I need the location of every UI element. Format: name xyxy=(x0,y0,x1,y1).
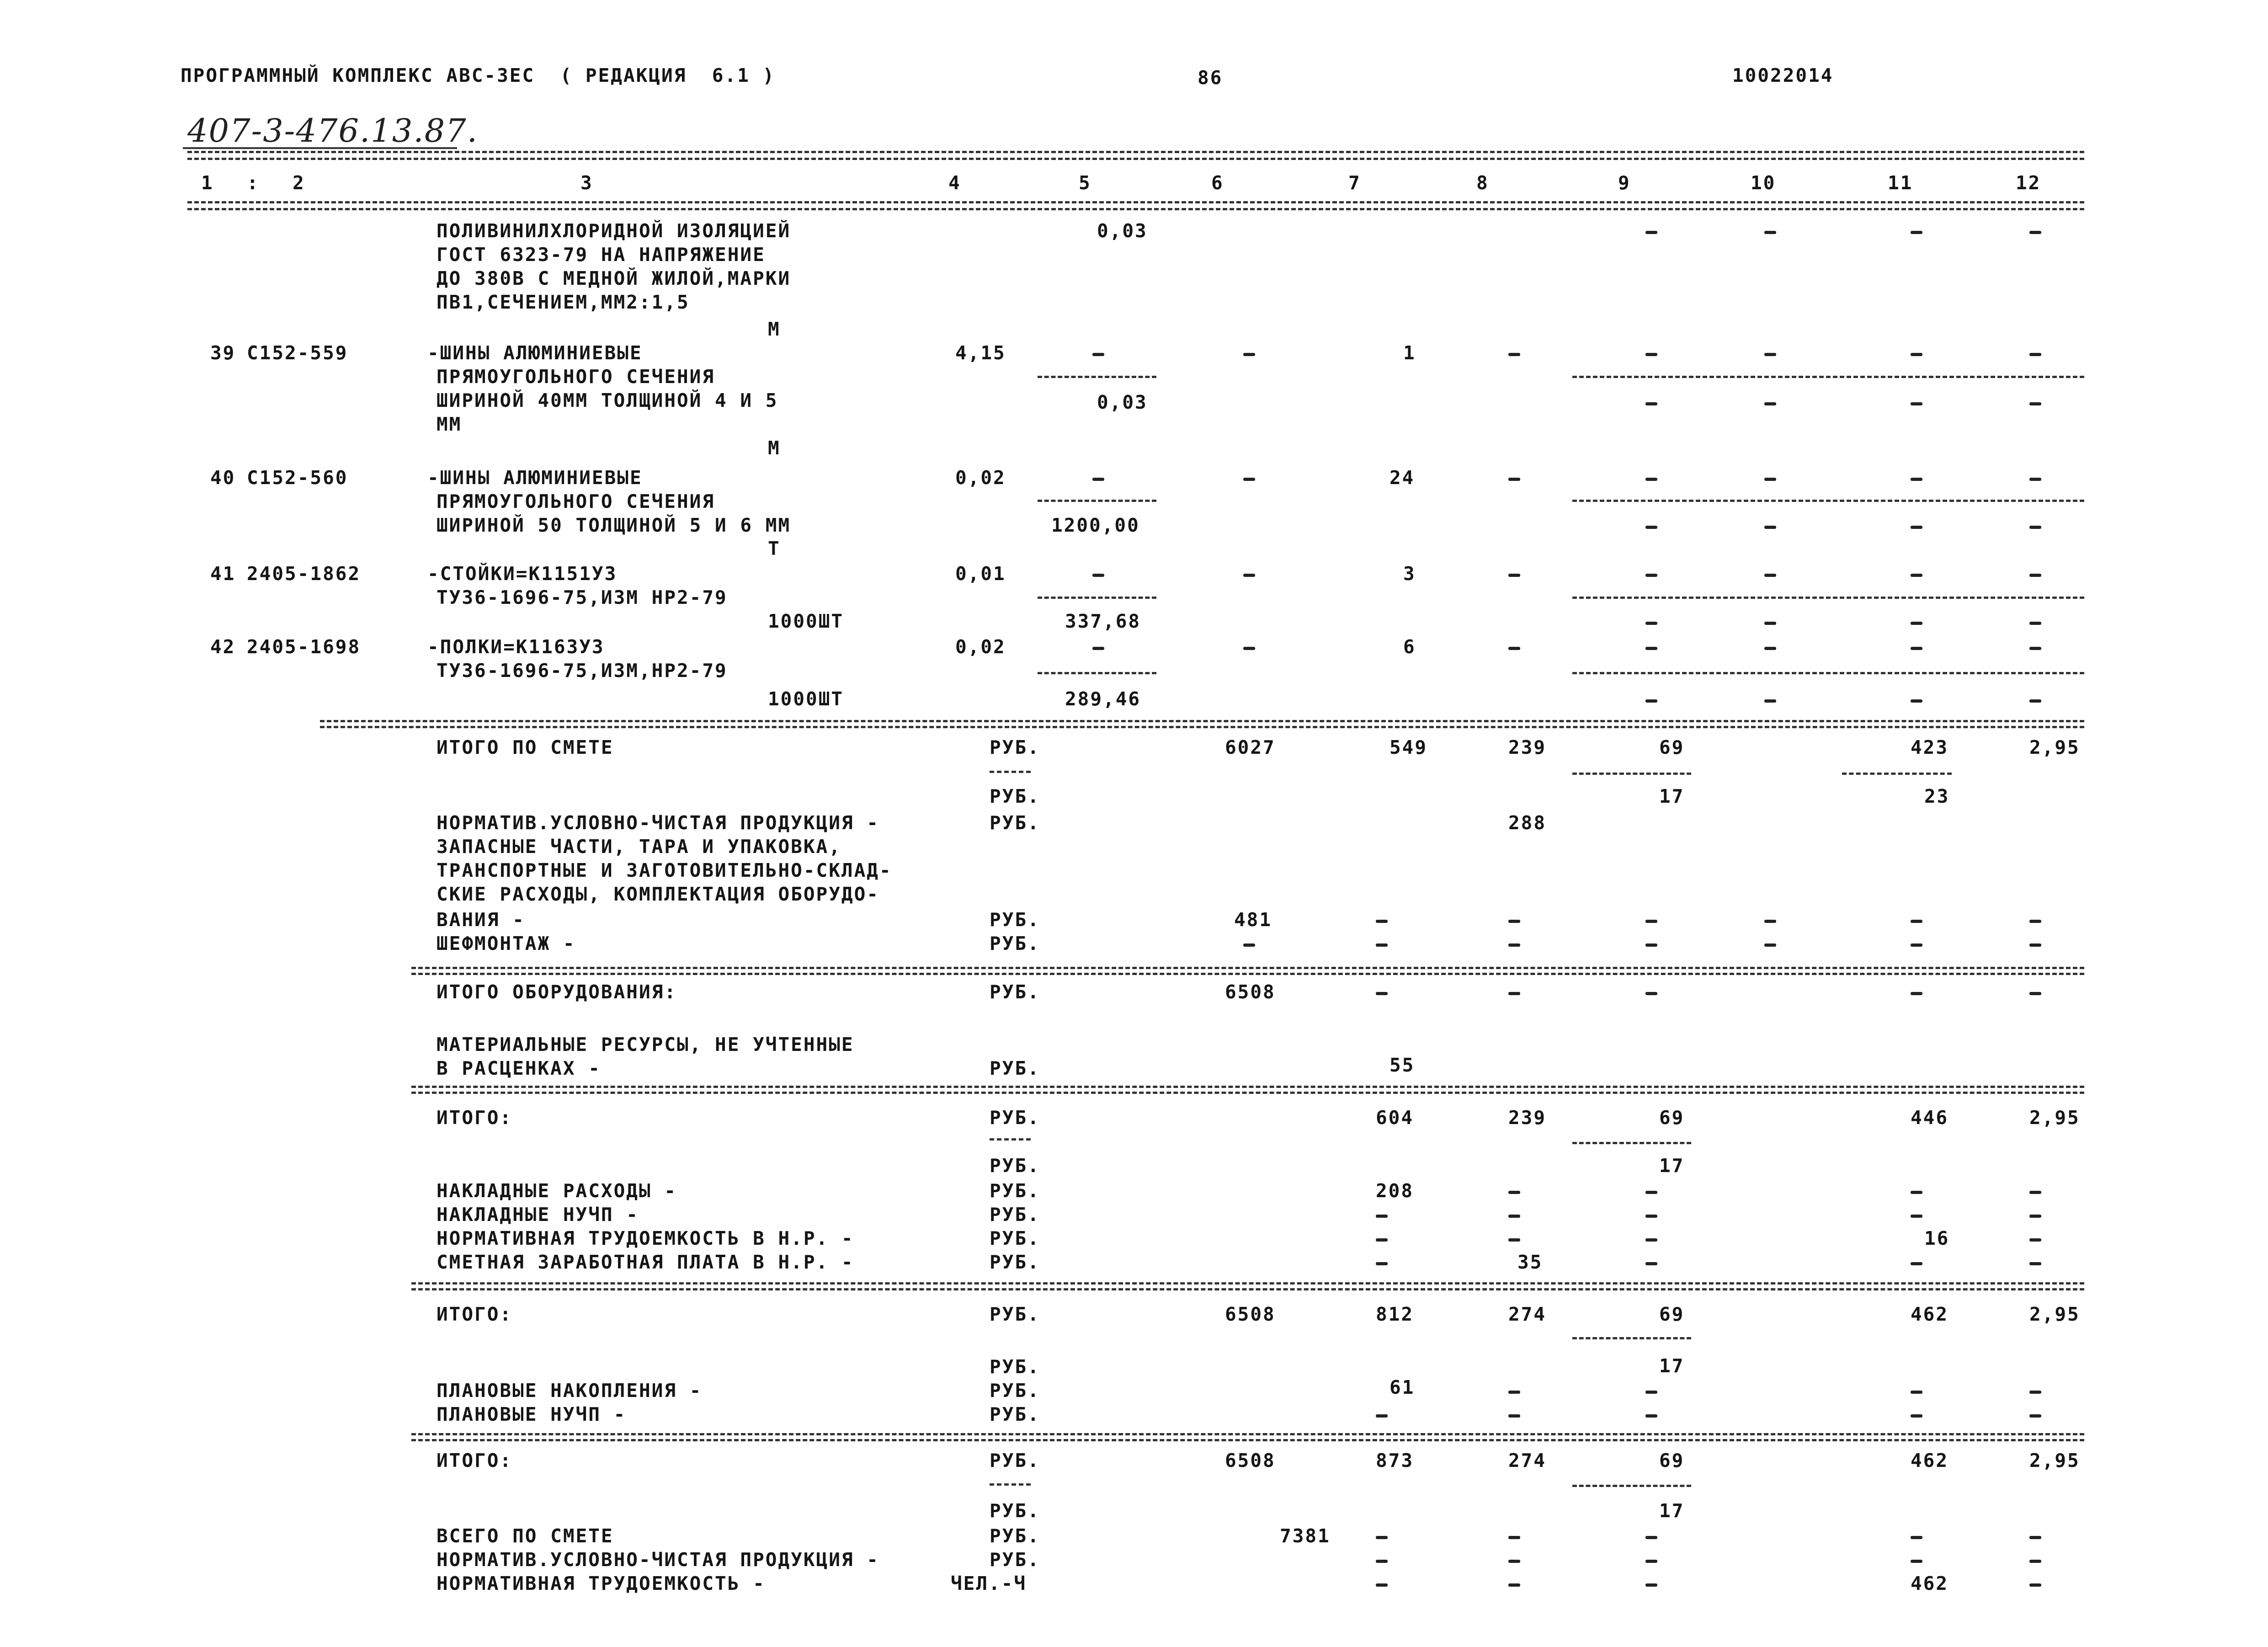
dash-mark xyxy=(1911,1560,1922,1563)
value: 35 xyxy=(1517,1251,1543,1273)
col-8: 8 xyxy=(1476,172,1489,194)
dash-mark xyxy=(1376,1414,1388,1418)
dash-mark xyxy=(1911,1414,1922,1418)
dash-mark xyxy=(2029,402,2041,405)
fraction-rule xyxy=(1572,672,2084,674)
dash-mark xyxy=(1508,1391,1520,1394)
handwritten-number: 407-3-476.13.87. xyxy=(187,112,478,149)
rub-label: РУБ. xyxy=(990,1180,1040,1202)
document-code: 10022014 xyxy=(1732,64,1834,86)
rub-label: РУБ. xyxy=(990,909,1040,931)
program-title: ПРОГРАММНЫЙ КОМПЛЕКС АВС-3ЕС ( РЕДАКЦИЯ 6.1 ) xyxy=(181,64,776,86)
rub-label: РУБ. xyxy=(990,1525,1040,1547)
dash-mark xyxy=(1645,574,1657,577)
item-line: -ШИНЫ АЛЮМИНИЕВЫЕ xyxy=(427,342,643,364)
rule-section-2 xyxy=(320,726,2084,728)
dash-mark xyxy=(1645,992,1657,995)
col-9: 9 xyxy=(1618,172,1631,194)
value: 23 xyxy=(1924,785,1950,807)
dash-mark xyxy=(1645,1215,1657,1218)
dash-mark xyxy=(2029,1191,2041,1194)
dash-mark xyxy=(1508,1215,1520,1218)
rule-section xyxy=(411,967,2084,969)
col-3: 3 xyxy=(580,172,593,194)
dash-mark xyxy=(1508,1414,1520,1418)
value: 423 xyxy=(1911,736,1949,758)
value: 69 xyxy=(1659,736,1685,758)
rule-header-bottom-2 xyxy=(187,208,2084,210)
summary-label: ЗАПАСНЫЕ ЧАСТИ, ТАРА И УПАКОВКА, xyxy=(437,836,841,858)
dash-mark xyxy=(1645,1191,1657,1194)
rub-label: РУБ. xyxy=(990,1549,1040,1571)
dash-mark xyxy=(1911,1391,1922,1394)
dash-mark xyxy=(1508,1560,1520,1563)
dash-mark xyxy=(2029,992,2041,995)
unit-label: М xyxy=(768,318,781,340)
dash-mark xyxy=(1911,1215,1922,1218)
summary-label: ШЕФМОНТАЖ - xyxy=(437,933,576,954)
value: 462 xyxy=(1911,1450,1949,1471)
value: 6508 xyxy=(1225,1450,1276,1471)
fraction-rule xyxy=(1572,597,2084,599)
dash-mark xyxy=(1764,943,1776,947)
summary-label: ВАНИЯ - xyxy=(437,909,525,931)
value: 69 xyxy=(1659,1450,1685,1471)
summary-label: ИТОГО ОБОРУДОВАНИЯ: xyxy=(437,981,677,1003)
value: 288 xyxy=(1508,812,1547,834)
summary-label: НОРМАТИВНАЯ ТРУДОЕМКОСТЬ В Н.Р. - xyxy=(437,1227,854,1249)
summary-label: ТРАНСПОРТНЫЕ И ЗАГОТОВИТЕЛЬНО-СКЛАД- xyxy=(437,859,892,881)
value: 239 xyxy=(1508,736,1547,758)
item-number: 41 xyxy=(210,563,236,585)
item-line: ТУ36-1696-75,ИЗМ НР2-79 xyxy=(437,586,728,608)
item-number: 40 xyxy=(210,467,236,489)
dash-mark xyxy=(1092,353,1104,356)
summary-label: ИТОГО: xyxy=(437,1303,513,1325)
rule-section-2 xyxy=(411,1439,2084,1441)
dash-mark xyxy=(1645,920,1657,923)
summary-label: СМЕТНАЯ ЗАРАБОТНАЯ ПЛАТА В Н.Р. - xyxy=(437,1251,854,1273)
item-line: ТУ36-1696-75,ИЗМ,НР2-79 xyxy=(437,660,728,682)
dash-mark xyxy=(1376,1262,1388,1265)
dash-mark xyxy=(1764,574,1776,577)
item-line: ШИРИНОЙ 50 ТОЛЩИНОЙ 5 И 6 ММ xyxy=(437,514,791,536)
summary-label: МАТЕРИАЛЬНЫЕ РЕСУРСЫ, НЕ УЧТЕННЫЕ xyxy=(437,1034,854,1055)
dash-mark xyxy=(1645,699,1657,703)
fraction-rule xyxy=(1572,376,2084,378)
dash-mark xyxy=(1911,943,1922,947)
dash-mark xyxy=(2029,1414,2041,1418)
rub-label: РУБ. xyxy=(990,1204,1040,1226)
dash-mark xyxy=(1645,943,1657,947)
dash-mark xyxy=(1645,402,1657,405)
value: 17 xyxy=(1659,1500,1685,1522)
item-code: С152-560 xyxy=(247,467,348,489)
dash-mark xyxy=(1911,699,1922,703)
summary-label: НАКЛАДНЫЕ РАСХОДЫ - xyxy=(437,1180,677,1202)
dash-mark xyxy=(1508,574,1520,577)
value: 17 xyxy=(1659,785,1685,807)
item-line: ММ xyxy=(437,413,462,435)
col-12: 12 xyxy=(2016,172,2041,194)
value: 6508 xyxy=(1225,1303,1276,1325)
col-11: 11 xyxy=(1888,172,1913,194)
summary-label: НОРМАТИВ.УСЛОВНО-ЧИСТАЯ ПРОДУКЦИЯ - xyxy=(437,1549,879,1571)
fraction-rule xyxy=(1842,773,1952,775)
dash-mark xyxy=(1243,943,1255,947)
col-sep: : xyxy=(247,172,260,194)
value: 239 xyxy=(1508,1107,1547,1129)
dash-mark xyxy=(2029,622,2041,625)
item-col7: 6 xyxy=(1403,636,1416,658)
value: 17 xyxy=(1659,1355,1685,1377)
rule-section-2 xyxy=(411,973,2084,975)
rule-header-bottom xyxy=(187,201,2084,203)
rub-label: РУБ. xyxy=(990,1403,1040,1425)
rub-label: РУБ. xyxy=(990,1450,1040,1471)
summary-label: НОРМАТИВНАЯ ТРУДОЕМКОСТЬ - xyxy=(437,1572,766,1594)
continuation-line: ГОСТ 6323-79 НА НАПРЯЖЕНИЕ xyxy=(437,244,766,266)
rule-section xyxy=(320,720,2084,722)
value: 549 xyxy=(1390,736,1428,758)
dash-mark xyxy=(1764,402,1776,405)
col-10: 10 xyxy=(1751,172,1776,194)
dash-mark xyxy=(1508,1238,1520,1242)
dash-mark xyxy=(1645,526,1657,529)
fraction-rule xyxy=(1038,672,1156,674)
rule-section-2 xyxy=(411,1092,2084,1094)
dash-mark xyxy=(2029,1583,2041,1587)
value: 462 xyxy=(1911,1303,1949,1325)
item-price: 0,03 xyxy=(1097,391,1148,413)
fraction-rule xyxy=(1572,500,2084,502)
fraction-rule xyxy=(990,1138,1031,1141)
fraction-rule xyxy=(1572,773,1691,775)
dash-mark xyxy=(1376,1238,1388,1242)
dash-mark xyxy=(1764,526,1776,529)
dash-mark xyxy=(1911,478,1922,481)
item-price: 289,46 xyxy=(1065,688,1141,710)
col-6: 6 xyxy=(1211,172,1224,194)
dash-mark xyxy=(1508,353,1520,356)
dash-mark xyxy=(1376,992,1388,995)
rule-section xyxy=(411,1433,2084,1435)
rule-section xyxy=(411,1282,2084,1285)
dash-mark xyxy=(1508,920,1520,923)
value: 274 xyxy=(1508,1450,1547,1471)
page-number: 86 xyxy=(1198,67,1223,89)
col-5: 5 xyxy=(1079,172,1091,194)
dash-mark xyxy=(1092,647,1104,650)
rub-label: РУБ. xyxy=(990,1251,1040,1273)
summary-label: В РАСЦЕНКАХ - xyxy=(437,1057,601,1079)
col-1: 1 xyxy=(201,172,214,194)
dash-mark xyxy=(1911,574,1922,577)
continuation-price: 0,03 xyxy=(1097,220,1148,242)
continuation-line: ПОЛИВИНИЛХЛОРИДНОЙ ИЗОЛЯЦИЕЙ xyxy=(437,220,791,242)
item-col7: 1 xyxy=(1403,342,1416,364)
dash-mark xyxy=(1645,1391,1657,1394)
dash-mark xyxy=(1911,526,1922,529)
value: 17 xyxy=(1659,1155,1685,1177)
dash-mark xyxy=(2029,943,2041,947)
dash-mark xyxy=(1508,478,1520,481)
value: 873 xyxy=(1376,1450,1414,1471)
value: 69 xyxy=(1659,1107,1685,1129)
dash-mark xyxy=(1376,1560,1388,1563)
value: 812 xyxy=(1376,1303,1414,1325)
fraction-rule xyxy=(1038,376,1156,378)
dash-mark xyxy=(1911,402,1922,405)
handwritten-underline xyxy=(183,147,457,149)
item-col7: 24 xyxy=(1390,467,1415,489)
dash-mark xyxy=(1911,1536,1922,1539)
dash-mark xyxy=(2029,1560,2041,1563)
item-price: 337,68 xyxy=(1065,610,1141,632)
fraction-rule xyxy=(1572,1337,1691,1339)
item-code: 2405-1862 xyxy=(247,563,361,585)
dash-mark xyxy=(1376,1536,1388,1539)
unit-label: М xyxy=(768,437,781,459)
rub-label: РУБ. xyxy=(990,1107,1040,1129)
dash-mark xyxy=(2029,1536,2041,1539)
dash-mark xyxy=(1764,920,1776,923)
dash-mark xyxy=(1376,1215,1388,1218)
dash-mark xyxy=(1645,1536,1657,1539)
dash-mark xyxy=(1911,1191,1922,1194)
value: 6027 xyxy=(1225,736,1276,758)
dash-mark xyxy=(1911,992,1922,995)
dash-mark xyxy=(1645,478,1657,481)
item-line: ПРЯМОУГОЛЬНОГО СЕЧЕНИЯ xyxy=(437,490,715,512)
unit-label: ЧЕЛ.-Ч xyxy=(951,1572,1027,1594)
dash-mark xyxy=(1243,574,1255,577)
dash-mark xyxy=(1911,231,1922,234)
fraction-rule xyxy=(1038,597,1156,599)
item-qty: 0,02 xyxy=(955,636,1006,658)
dash-mark xyxy=(2029,1391,2041,1394)
dash-mark xyxy=(2029,1238,2041,1242)
value: 2,95 xyxy=(2029,1107,2080,1129)
rub-label: РУБ. xyxy=(990,1500,1040,1522)
dash-mark xyxy=(1508,647,1520,650)
dash-mark xyxy=(2029,478,2041,481)
fraction-rule xyxy=(990,1483,1031,1486)
rub-label: РУБ. xyxy=(990,812,1040,834)
dash-mark xyxy=(2029,699,2041,703)
continuation-line: ДО 380В С МЕДНОЙ ЖИЛОЙ,МАРКИ xyxy=(437,267,791,289)
summary-label: ПЛАНОВЫЕ НУЧП - xyxy=(437,1403,627,1425)
rub-label: РУБ. xyxy=(990,933,1040,954)
item-line: ШИРИНОЙ 40ММ ТОЛЩИНОЙ 4 И 5 xyxy=(437,389,778,411)
value: 7381 xyxy=(1280,1525,1331,1547)
rub-label: РУБ. xyxy=(990,1155,1040,1177)
dash-mark xyxy=(2029,231,2041,234)
dash-mark xyxy=(1376,920,1388,923)
item-line: -ШИНЫ АЛЮМИНИЕВЫЕ xyxy=(427,467,643,489)
value: 2,95 xyxy=(2029,1303,2080,1325)
dash-mark xyxy=(2029,1215,2041,1218)
summary-label: ВСЕГО ПО СМЕТЕ xyxy=(437,1525,614,1547)
dash-mark xyxy=(1508,1536,1520,1539)
dash-mark xyxy=(1764,353,1776,356)
rub-label: РУБ. xyxy=(990,981,1040,1003)
dash-mark xyxy=(1911,622,1922,625)
rule-top xyxy=(187,151,2084,153)
value: 55 xyxy=(1390,1054,1415,1076)
item-number: 39 xyxy=(210,342,236,364)
value: 208 xyxy=(1376,1180,1414,1202)
dash-mark xyxy=(1508,1583,1520,1587)
item-code: 2405-1698 xyxy=(247,636,361,658)
dash-mark xyxy=(2029,574,2041,577)
col-4: 4 xyxy=(948,172,961,194)
dash-mark xyxy=(2029,353,2041,356)
dash-mark xyxy=(2029,1262,2041,1265)
col-7: 7 xyxy=(1348,172,1361,194)
dash-mark xyxy=(1645,1414,1657,1418)
dash-mark xyxy=(1645,622,1657,625)
dash-mark xyxy=(1243,478,1255,481)
rub-label: РУБ. xyxy=(990,1227,1040,1249)
summary-label: ИТОГО: xyxy=(437,1107,513,1129)
dash-mark xyxy=(1645,353,1657,356)
rub-label: РУБ. xyxy=(990,1356,1040,1378)
dash-mark xyxy=(1764,231,1776,234)
dash-mark xyxy=(2029,647,2041,650)
dash-mark xyxy=(1243,647,1255,650)
rub-label: РУБ. xyxy=(990,1057,1040,1079)
item-unit: 1000ШТ xyxy=(768,688,844,710)
value: 2,95 xyxy=(2029,1450,2080,1471)
rule-top-2 xyxy=(187,158,2084,160)
value: 274 xyxy=(1508,1303,1547,1325)
unit-label: Т xyxy=(768,538,781,560)
dash-mark xyxy=(1645,1560,1657,1563)
dash-mark xyxy=(1645,1583,1657,1587)
dash-mark xyxy=(2029,526,2041,529)
continuation-line: ПВ1,СЕЧЕНИЕМ,ММ2:1,5 xyxy=(437,291,690,313)
dash-mark xyxy=(1645,231,1657,234)
dash-mark xyxy=(1092,574,1104,577)
value: 462 xyxy=(1911,1572,1949,1594)
rule-section xyxy=(411,1086,2084,1088)
dash-mark xyxy=(1376,1583,1388,1587)
fraction-rule xyxy=(990,771,1031,773)
summary-label: ИТОГО: xyxy=(437,1450,513,1471)
summary-label: НОРМАТИВ.УСЛОВНО-ЧИСТАЯ ПРОДУКЦИЯ - xyxy=(437,812,879,834)
item-col7: 3 xyxy=(1403,563,1416,585)
summary-label: НАКЛАДНЫЕ НУЧП - xyxy=(437,1204,639,1226)
dash-mark xyxy=(1243,353,1255,356)
dash-mark xyxy=(1092,478,1104,481)
item-price: 1200,00 xyxy=(1051,514,1140,536)
col-2: 2 xyxy=(293,172,305,194)
rub-label: РУБ. xyxy=(990,736,1040,758)
fraction-rule xyxy=(1572,1142,1691,1144)
value: 604 xyxy=(1376,1107,1414,1129)
dash-mark xyxy=(1645,1262,1657,1265)
dash-mark xyxy=(1911,647,1922,650)
value: 69 xyxy=(1659,1303,1685,1325)
dash-mark xyxy=(1764,622,1776,625)
item-number: 42 xyxy=(210,636,236,658)
dash-mark xyxy=(1911,920,1922,923)
summary-label: ПЛАНОВЫЕ НАКОПЛЕНИЯ - xyxy=(437,1380,703,1402)
rub-label: РУБ. xyxy=(990,1303,1040,1325)
dash-mark xyxy=(1508,943,1520,947)
rule-section-2 xyxy=(411,1288,2084,1290)
item-unit: 1000ШТ xyxy=(768,610,844,632)
dash-mark xyxy=(1764,478,1776,481)
dash-mark xyxy=(1764,647,1776,650)
dash-mark xyxy=(1911,1262,1922,1265)
value: 446 xyxy=(1911,1107,1949,1129)
dash-mark xyxy=(1764,699,1776,703)
rub-label: РУБ. xyxy=(990,1380,1040,1402)
item-code: С152-559 xyxy=(247,342,348,364)
value: 2,95 xyxy=(2029,736,2080,758)
item-qty: 0,02 xyxy=(955,467,1006,489)
value: 6508 xyxy=(1225,981,1276,1003)
dash-mark xyxy=(1911,353,1922,356)
dash-mark xyxy=(1376,943,1388,947)
item-qty: 4,15 xyxy=(955,342,1006,364)
rub-label: РУБ. xyxy=(990,785,1040,807)
item-line: -СТОЙКИ=К1151У3 xyxy=(427,563,618,585)
dash-mark xyxy=(2029,920,2041,923)
dash-mark xyxy=(1645,1238,1657,1242)
summary-label: СКИЕ РАСХОДЫ, КОМПЛЕКТАЦИЯ ОБОРУДО- xyxy=(437,883,879,905)
item-qty: 0,01 xyxy=(955,563,1006,585)
fraction-rule xyxy=(1572,1485,1691,1487)
value: 481 xyxy=(1234,909,1272,931)
item-line: -ПОЛКИ=К1163У3 xyxy=(427,636,605,658)
dash-mark xyxy=(1508,992,1520,995)
value: 16 xyxy=(1924,1227,1950,1249)
dash-mark xyxy=(1508,1191,1520,1194)
summary-label: ИТОГО ПО СМЕТЕ xyxy=(437,736,614,758)
dash-mark xyxy=(1645,647,1657,650)
fraction-rule xyxy=(1038,500,1156,502)
value: 61 xyxy=(1390,1376,1415,1398)
item-line: ПРЯМОУГОЛЬНОГО СЕЧЕНИЯ xyxy=(437,366,715,388)
